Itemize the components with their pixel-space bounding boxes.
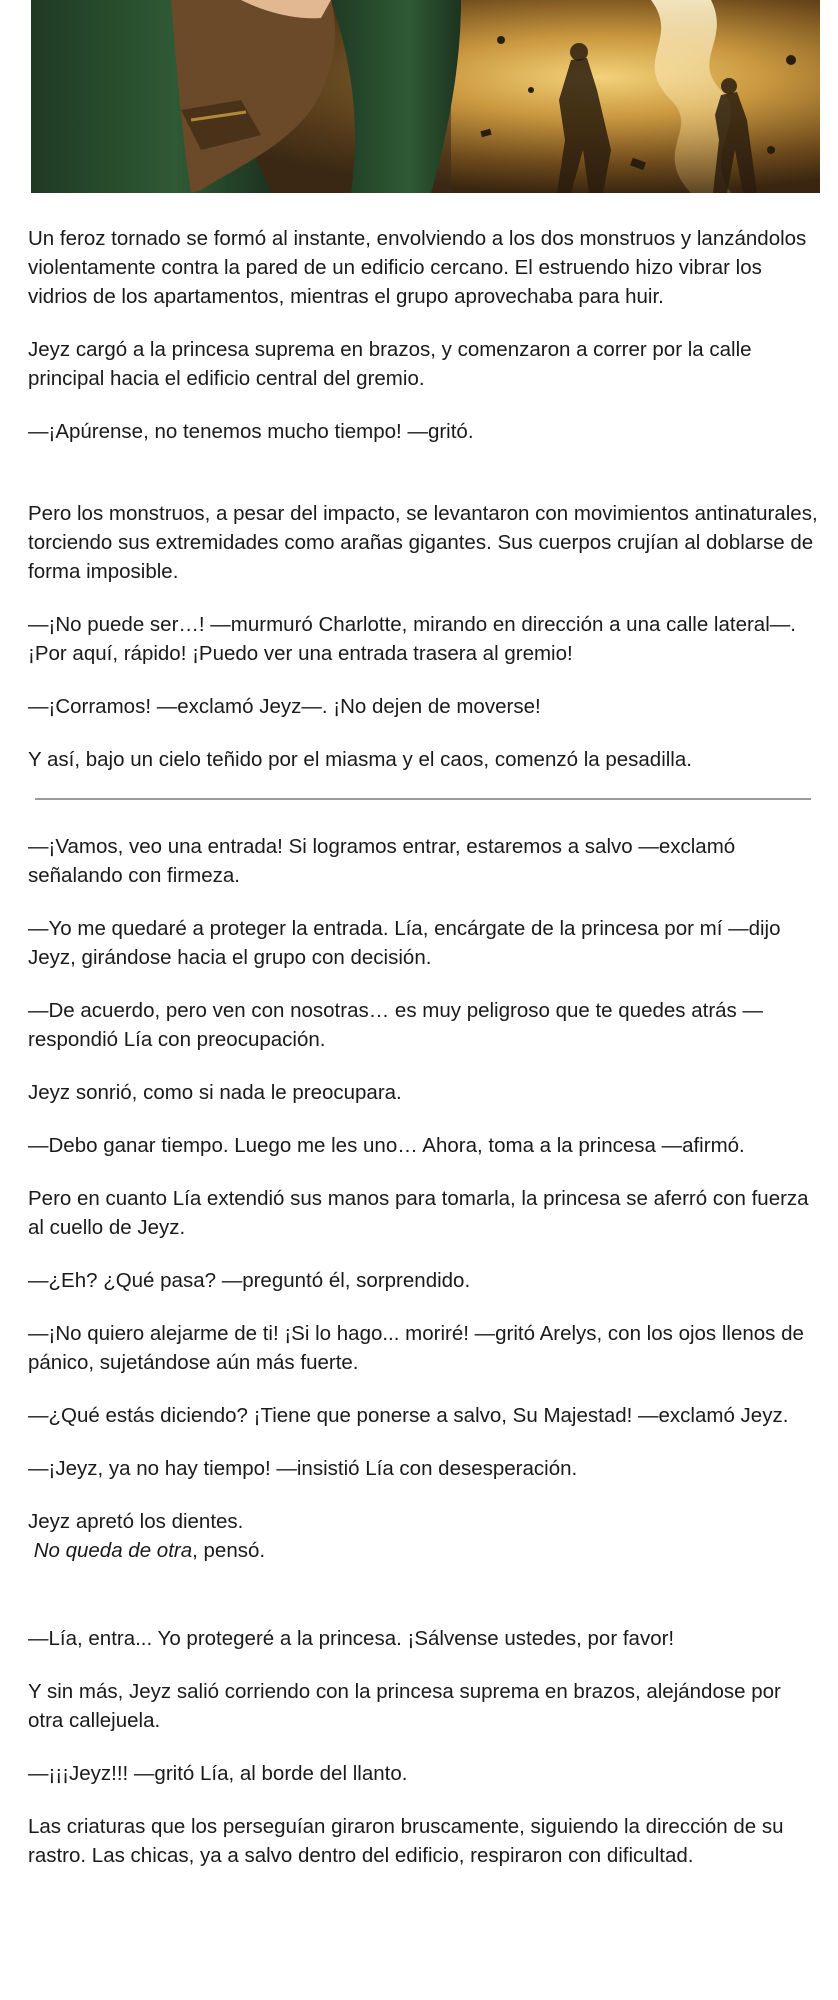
paragraph: —De acuerdo, pero ven con nosotras… es muy peligroso que te quedes atrás —respondió Lía con preocupación. <box>28 999 763 1051</box>
paragraph: Jeyz sonrió, como si nada le preocupara. <box>28 1081 402 1104</box>
paragraph: Un feroz tornado se formó al instante, envolviendo a los dos monstruos y lanzándolos violentamente contra la pared de un edificio cercano. El estruendo hizo vibrar los vidrios de los apartamentos, mientras el grupo aprovechaba para huir. <box>28 227 807 308</box>
paragraph: —¡Corramos! —exclamó Jeyz—. ¡No dejen de moverse! <box>28 695 541 718</box>
paragraph: —Yo me quedaré a proteger la entrada. Lía, encárgate de la princesa por mí —dijo Jeyz, girándose hacia el grupo con decisión. <box>28 917 781 969</box>
paragraph: —¡¡¡Jeyz!!! —gritó Lía, al borde del llanto. <box>28 1762 408 1785</box>
paragraph: —¿Qué estás diciendo? ¡Tiene que ponerse a salvo, Su Majestad! —exclamó Jeyz. <box>28 1404 789 1427</box>
paragraph: Pero en cuanto Lía extendió sus manos para tomarla, la princesa se aferró con fuerza al cuello de Jeyz. <box>28 1187 809 1239</box>
paragraph: Pero los monstruos, a pesar del impacto, se levantaron con movimientos antinaturales, torciendo sus extremidades como arañas gigantes. Sus cuerpos crujían al doblarse de forma imposible. <box>28 502 818 583</box>
paragraph: Jeyz cargó a la princesa suprema en brazos, y comenzaron a correr por la calle principal hacia el edificio central del gremio. <box>28 338 752 390</box>
paragraph: Y así, bajo un cielo teñido por el miasma y el caos, comenzó la pesadilla. <box>28 748 692 771</box>
paragraph: Y sin más, Jeyz salió corriendo con la princesa suprema en brazos, alejándose por otra callejuela. <box>28 1680 781 1732</box>
paragraph: —Lía, entra... Yo protegeré a la princesa. ¡Sálvense ustedes, por favor! <box>28 1627 675 1650</box>
inner-thought-italic: No queda de otra <box>33 1539 193 1562</box>
paragraph: —¡Vamos, veo una entrada! Si logramos entrar, estaremos a salvo —exclamó señalando con firmeza. <box>28 835 736 887</box>
chapter-text <box>28 224 818 1894</box>
section-divider <box>35 798 811 800</box>
paragraph: —¡No quiero alejarme de ti! ¡Si lo hago... moriré! —gritó Arelys, con los ojos llenos de pánico, sujetándose aún más fuerte. <box>28 1322 804 1374</box>
paragraph: —¿Eh? ¿Qué pasa? —preguntó él, sorprendido. <box>28 1269 471 1292</box>
hero-illustration <box>31 0 820 193</box>
paragraph-thought <box>28 1507 818 1565</box>
paragraph: —Debo ganar tiempo. Luego me les uno… Ahora, toma a la princesa —afirmó. <box>28 1134 745 1157</box>
paragraph: —¡Apúrense, no tenemos mucho tiempo! —gritó. <box>28 420 474 443</box>
paragraph: —¡Jeyz, ya no hay tiempo! —insistió Lía con desesperación. <box>28 1457 578 1480</box>
paragraph: Las criaturas que los perseguían giraron bruscamente, siguiendo la dirección de su rastro. Las chicas, ya a salvo dentro del edificio, respiraron con dificultad. <box>28 1815 784 1867</box>
thought-tag: , pensó. <box>192 1539 266 1562</box>
paragraph-text: Jeyz apretó los dientes. <box>28 1510 244 1533</box>
paragraph: —¡No puede ser…! —murmuró Charlotte, mirando en dirección a una calle lateral—. ¡Por aquí, rápido! ¡Puedo ver una entrada trasera al gremio! <box>28 613 796 665</box>
